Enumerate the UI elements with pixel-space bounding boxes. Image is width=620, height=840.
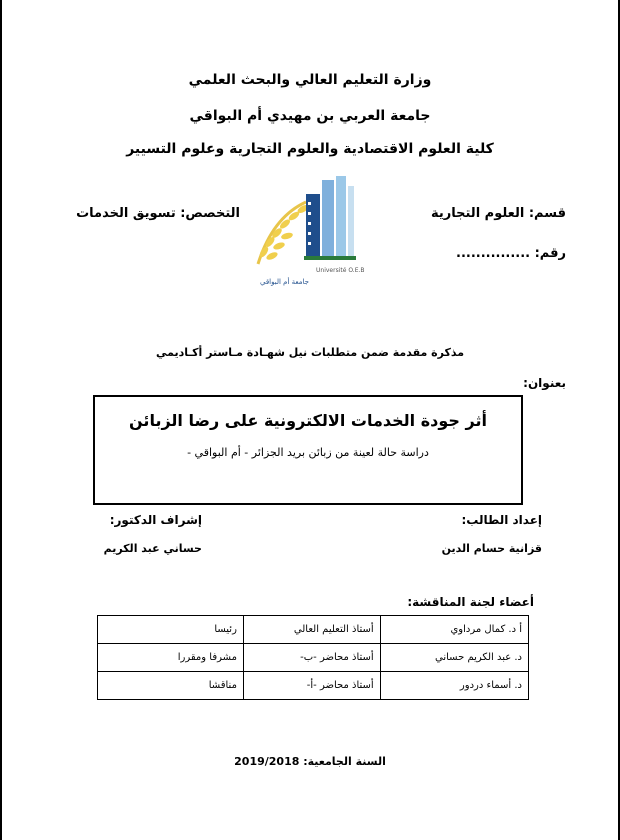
jury-member-role: رئيسا: [98, 616, 244, 644]
logo-latin-text: Université O.E.B: [316, 267, 365, 274]
specialty-label: التخصص: تسويق الخدمات: [76, 206, 240, 221]
memo-description: مذكرة مقدمة ضمن متطلبات نيل شهـادة مـاستر أكـاديمي: [155, 346, 465, 359]
academic-year: السنة الجامعية: 2019/2018: [234, 755, 386, 768]
thesis-subtitle: دراسة حالة لعينة من زبائن بريد الجزائر - أم البواقي -: [187, 446, 429, 459]
prepared-by-label: إعداد الطالب:: [461, 513, 542, 527]
table-row: [98, 672, 529, 700]
university-heading: جامعة العربي بن مهيدي أم البواقي: [189, 108, 431, 124]
logo-arabic-text: جامعة أم البواقي: [260, 278, 309, 286]
jury-member-rank: أستاذ التعليم العالي: [243, 616, 380, 644]
university-logo: [244, 172, 380, 296]
title-box: [93, 395, 523, 505]
supervision-label: إشراف الدكتور:: [109, 513, 202, 527]
jury-label: أعضاء لجنة المناقشة:: [407, 595, 534, 609]
jury-table: [97, 615, 529, 700]
supervisor-name: حساني عبد الكريم: [103, 542, 202, 555]
jury-member-name: أ د. كمال مرداوي: [380, 616, 528, 644]
ministry-heading: وزارة التعليم العالي والبحث العلمي: [188, 72, 432, 88]
reference-number: رقم: ...............: [456, 246, 566, 261]
table-row: [98, 616, 529, 644]
jury-member-role: مشرفا ومقررا: [98, 644, 244, 672]
jury-member-rank: أستاذ محاضر -أ-: [243, 672, 380, 700]
jury-member-name: د. أسماء دردور: [380, 672, 528, 700]
jury-member-rank: أستاذ محاضر -ب-: [243, 644, 380, 672]
student-name: قزانية حسام الدين: [441, 542, 542, 555]
table-row: [98, 644, 529, 672]
faculty-heading: كلية العلوم الاقتصادية والعلوم التجارية وعلوم التسيير: [126, 141, 494, 157]
title-label: بعنوان:: [523, 376, 566, 390]
jury-member-role: مناقشا: [98, 672, 244, 700]
page-edge-left: [0, 0, 2, 840]
department-label: قسم: العلوم التجارية: [431, 206, 566, 221]
jury-member-name: د. عبد الكريم حساني: [380, 644, 528, 672]
thesis-title: أثر جودة الخدمات الالكترونية على رضا الزبائن: [129, 411, 487, 430]
